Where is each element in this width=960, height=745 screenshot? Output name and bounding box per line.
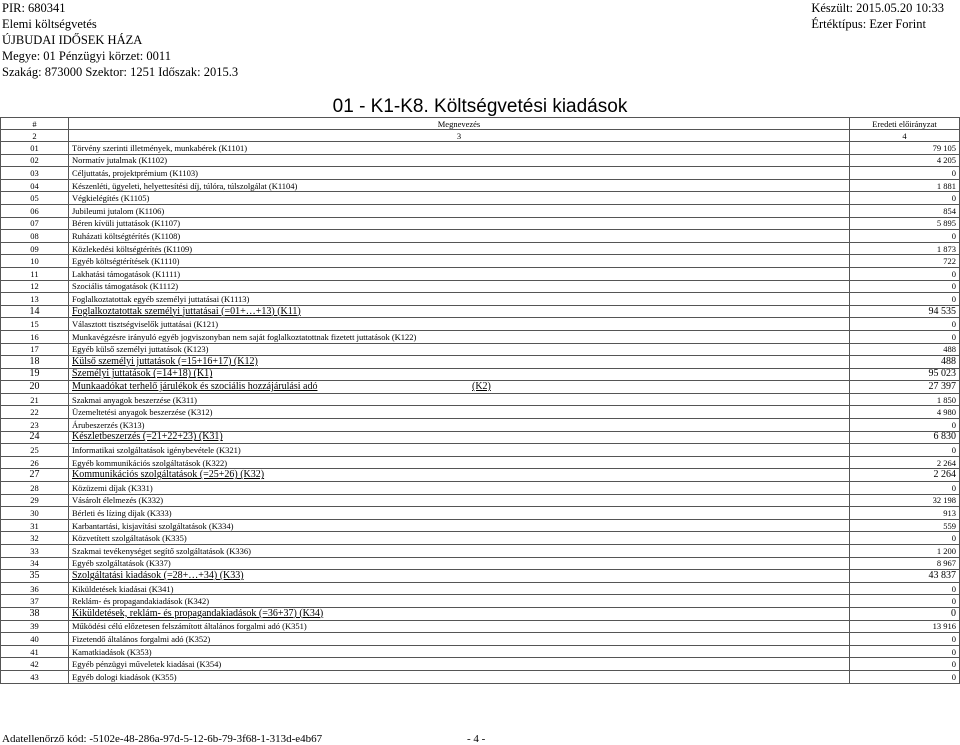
row-amount: 0 — [850, 192, 960, 205]
colnum-3: 4 — [850, 130, 960, 142]
row-name-cell — [69, 431, 850, 444]
row-number: 09 — [1, 242, 69, 255]
row-name: Vásárolt élelmezés (K332) — [72, 495, 164, 506]
row-name-cell — [69, 406, 850, 419]
row-amount: 8 967 — [850, 557, 960, 570]
row-amount: 0 — [850, 645, 960, 658]
row-amount: 0 — [850, 670, 960, 683]
table-row — [1, 142, 960, 155]
table-row — [1, 607, 960, 620]
row-name-cell — [69, 356, 850, 369]
row-name-cell — [69, 419, 850, 432]
table-header-row — [1, 118, 960, 130]
row-name-cell — [69, 545, 850, 558]
row-name: Kiküldetések, reklám- és propagandakiadások (=36+37) (K34) — [72, 607, 324, 619]
table-row — [1, 204, 960, 217]
row-name-cell — [69, 670, 850, 683]
doc-type: Elemi költségvetés — [2, 17, 97, 31]
row-amount: 0 — [850, 167, 960, 180]
row-name: Bérleti és lízing díjak (K333) — [72, 508, 172, 519]
row-name: Kiküldetések kiadásai (K341) — [72, 583, 174, 594]
row-name-cell — [69, 242, 850, 255]
row-number: 34 — [1, 557, 69, 570]
row-number: 07 — [1, 217, 69, 230]
row-amount: 488 — [850, 356, 960, 369]
row-amount: 43 837 — [850, 570, 960, 583]
row-name-cell — [69, 368, 850, 381]
row-amount: 559 — [850, 519, 960, 532]
page-number: - 4 - — [467, 733, 486, 745]
table-row — [1, 482, 960, 495]
row-amount: 0 — [850, 293, 960, 306]
row-number: 11 — [1, 267, 69, 280]
row-number: 14 — [1, 305, 69, 318]
row-name: Szakmai tevékenységet segítő szolgáltatások (K336) — [72, 545, 251, 556]
row-name-cell — [69, 494, 850, 507]
row-amount: 79 105 — [850, 142, 960, 155]
row-number: 38 — [1, 607, 69, 620]
table-row — [1, 343, 960, 356]
row-amount: 4 980 — [850, 406, 960, 419]
row-number: 30 — [1, 507, 69, 520]
row-number: 17 — [1, 343, 69, 356]
row-number: 31 — [1, 519, 69, 532]
row-number: 08 — [1, 230, 69, 243]
table-row — [1, 545, 960, 558]
row-name: Reklám- és propagandakiadások (K342) — [72, 596, 210, 607]
table-row — [1, 419, 960, 432]
table-row — [1, 393, 960, 406]
budget-table — [0, 117, 960, 684]
row-name: Informatikai szolgáltatások igénybevétele (K321) — [72, 445, 241, 456]
row-name: Kommunikációs szolgáltatások (=25+26) (K32) — [72, 469, 265, 481]
table-row — [1, 330, 960, 343]
row-amount: 0 — [850, 482, 960, 495]
row-number: 26 — [1, 456, 69, 469]
row-name: Árubeszerzés (K313) — [72, 419, 145, 430]
row-number: 40 — [1, 633, 69, 646]
row-amount: 5 895 — [850, 217, 960, 230]
row-number: 19 — [1, 368, 69, 381]
table-row — [1, 645, 960, 658]
row-number: 03 — [1, 167, 69, 180]
row-amount: 854 — [850, 204, 960, 217]
row-name: Ruházati költségtérítés (K1108) — [72, 230, 181, 241]
row-number: 39 — [1, 620, 69, 633]
table-row — [1, 595, 960, 608]
row-name-cell — [69, 507, 850, 520]
table-row — [1, 305, 960, 318]
row-name-cell — [69, 557, 850, 570]
table-row — [1, 582, 960, 595]
row-name-cell — [69, 154, 850, 167]
institution-name: ÚJBUDAI IDŐSEK HÁZA — [2, 33, 143, 47]
row-name-cell — [69, 620, 850, 633]
row-name: Végkielégítés (K1105) — [72, 193, 150, 204]
row-name-cell — [69, 633, 850, 646]
row-name-cell — [69, 519, 850, 532]
row-name-cell — [69, 280, 850, 293]
row-name-cell — [69, 595, 850, 608]
row-number: 12 — [1, 280, 69, 293]
row-number: 18 — [1, 356, 69, 369]
row-name: Munkavégzésre irányuló egyéb jogviszonyban nem saját foglalkoztatottnak fizetett juttatások (K122) — [72, 331, 417, 342]
row-amount: 1 200 — [850, 545, 960, 558]
table-row — [1, 658, 960, 671]
row-number: 02 — [1, 154, 69, 167]
row-name-cell — [69, 204, 850, 217]
row-amount: 95 023 — [850, 368, 960, 381]
table-row — [1, 167, 960, 180]
row-amount: 0 — [850, 444, 960, 457]
row-name: Normatív jutalmak (K1102) — [72, 155, 168, 166]
row-name: Szociális támogatások (K1112) — [72, 281, 179, 292]
row-number: 10 — [1, 255, 69, 268]
row-amount: 94 535 — [850, 305, 960, 318]
table-row — [1, 293, 960, 306]
row-name-cell — [69, 255, 850, 268]
row-name-cell — [69, 393, 850, 406]
row-amount: 0 — [850, 532, 960, 545]
table-row — [1, 570, 960, 583]
pir-line: PIR: 680341 — [2, 1, 66, 15]
row-name: Közlekedési költségtérítés (K1109) — [72, 243, 193, 254]
row-name-cell — [69, 645, 850, 658]
table-row — [1, 469, 960, 482]
row-name: Szakmai anyagok beszerzése (K311) — [72, 394, 198, 405]
row-name-cell — [69, 482, 850, 495]
row-name: Működési célú előzetesen felszámított általános forgalmi adó (K351) — [72, 621, 307, 632]
row-name: Készletbeszerzés (=21+22+23) (K31) — [72, 431, 223, 443]
header-right — [811, 0, 944, 32]
created-date: Készült: 2015.05.20 10:33 — [811, 1, 944, 15]
row-amount: 0 — [850, 280, 960, 293]
sector-line: Szakág: 873000 Szektor: 1251 Időszak: 2015.3 — [2, 65, 239, 79]
header-left — [2, 0, 238, 80]
row-name-cell — [69, 267, 850, 280]
table-row — [1, 280, 960, 293]
row-name-cell — [69, 330, 850, 343]
col-header-amount: Eredeti előirányzat — [850, 118, 960, 130]
row-number: 43 — [1, 670, 69, 683]
row-name-cell — [69, 192, 850, 205]
row-name-cell — [69, 570, 850, 583]
county-line: Megye: 01 Pénzügyi körzet: 0011 — [2, 49, 171, 63]
row-name: Béren kívüli juttatások (K1107) — [72, 218, 181, 229]
colnum-1: 2 — [1, 130, 69, 142]
table-row — [1, 242, 960, 255]
row-amount: 0 — [850, 658, 960, 671]
table-row — [1, 381, 960, 394]
row-name: Egyéb dologi kiadások (K355) — [72, 671, 177, 682]
row-number: 36 — [1, 582, 69, 595]
row-amount: 6 830 — [850, 431, 960, 444]
row-name: Szolgáltatási kiadások (=28+…+34) (K33) — [72, 569, 244, 581]
row-name: Közvetített szolgáltatások (K335) — [72, 533, 187, 544]
row-amount: 1 850 — [850, 393, 960, 406]
row-amount: 27 397 — [850, 381, 960, 394]
row-name: Közüzemi díjak (K331) — [72, 482, 153, 493]
row-amount: 722 — [850, 255, 960, 268]
row-name: Személyi juttatások (=14+18) (K1) — [72, 368, 213, 380]
row-amount: 0 — [850, 318, 960, 331]
row-name: Kamatkiadások (K353) — [72, 646, 152, 657]
row-amount: 1 881 — [850, 179, 960, 192]
table-row — [1, 519, 960, 532]
table-row — [1, 230, 960, 243]
table-row — [1, 557, 960, 570]
table-row — [1, 255, 960, 268]
table-row — [1, 620, 960, 633]
row-amount: 0 — [850, 595, 960, 608]
row-number: 01 — [1, 142, 69, 155]
col-header-name: Megnevezés — [69, 118, 850, 130]
row-name: Foglalkoztatottak személyi juttatásai (=01+…+13) (K11) — [72, 305, 301, 317]
row-amount: 0 — [850, 582, 960, 595]
row-name: Készenléti, ügyeleti, helyettesítési díj, túlóra, túlszolgálat (K1104) — [72, 180, 298, 191]
row-number: 24 — [1, 431, 69, 444]
row-name: Egyéb külső személyi juttatások (K123) — [72, 344, 209, 355]
table-body — [1, 142, 960, 684]
row-number: 32 — [1, 532, 69, 545]
row-code-extra: (K2) — [472, 381, 491, 393]
row-number: 37 — [1, 595, 69, 608]
row-amount: 0 — [850, 330, 960, 343]
table-row — [1, 456, 960, 469]
row-number: 35 — [1, 570, 69, 583]
row-amount: 0 — [850, 607, 960, 620]
row-number: 06 — [1, 204, 69, 217]
row-number: 04 — [1, 179, 69, 192]
row-number: 21 — [1, 393, 69, 406]
row-number: 42 — [1, 658, 69, 671]
row-number: 28 — [1, 482, 69, 495]
row-number: 33 — [1, 545, 69, 558]
table-row — [1, 633, 960, 646]
row-number: 23 — [1, 419, 69, 432]
row-name: Céljuttatás, projektprémium (K1103) — [72, 167, 198, 178]
row-amount: 0 — [850, 419, 960, 432]
table-row — [1, 368, 960, 381]
row-name: Üzemeltetési anyagok beszerzése (K312) — [72, 407, 213, 418]
row-name: Egyéb pénzügyi műveletek kiadásai (K354) — [72, 659, 222, 670]
row-name-cell — [69, 179, 850, 192]
row-name: Külső személyi juttatások (=15+16+17) (K12) — [72, 355, 258, 367]
table-row — [1, 532, 960, 545]
validation-code: Adatellenőrző kód: -5102e-48-286a-97d-5-12-6b-79-3f68-1-313d-e4b67 — [2, 733, 323, 745]
row-name-cell — [69, 532, 850, 545]
row-amount: 32 198 — [850, 494, 960, 507]
row-amount: 0 — [850, 633, 960, 646]
table-row — [1, 356, 960, 369]
table-row — [1, 670, 960, 683]
table-row — [1, 494, 960, 507]
table-row — [1, 154, 960, 167]
value-type: Értéktípus: Ezer Forint — [811, 17, 926, 31]
row-number: 13 — [1, 293, 69, 306]
row-name: Egyéb kommunikációs szolgáltatások (K322) — [72, 457, 228, 468]
row-name-cell — [69, 305, 850, 318]
row-number: 16 — [1, 330, 69, 343]
row-number: 20 — [1, 381, 69, 394]
row-number: 22 — [1, 406, 69, 419]
table-row — [1, 406, 960, 419]
row-name: Munkaadókat terhelő járulékok és szociális hozzájárulási adó — [72, 381, 318, 393]
table-row — [1, 431, 960, 444]
row-amount: 2 264 — [850, 456, 960, 469]
row-amount: 0 — [850, 230, 960, 243]
row-name-cell — [69, 293, 850, 306]
row-name: Választott tisztségviselők juttatásai (K121) — [72, 319, 219, 330]
col-header-hash: # — [1, 118, 69, 130]
table-row — [1, 179, 960, 192]
row-name-cell — [69, 217, 850, 230]
row-name-cell — [69, 582, 850, 595]
row-amount: 1 873 — [850, 242, 960, 255]
row-name-cell — [69, 142, 850, 155]
row-name-cell — [69, 658, 850, 671]
row-name-cell — [69, 230, 850, 243]
row-name: Törvény szerinti illetmények, munkabérek (K1101) — [72, 142, 248, 153]
row-name-cell — [69, 343, 850, 356]
row-amount: 2 264 — [850, 469, 960, 482]
row-amount: 0 — [850, 267, 960, 280]
row-name-cell — [69, 167, 850, 180]
colnum-2: 3 — [69, 130, 850, 142]
table-row — [1, 444, 960, 457]
table-row — [1, 192, 960, 205]
page-title: 01 - K1-K8. Költségvetési kiadások — [332, 96, 628, 117]
row-name-cell — [69, 318, 850, 331]
row-amount: 913 — [850, 507, 960, 520]
row-name-cell — [69, 456, 850, 469]
row-name: Egyéb költségtérítések (K1110) — [72, 256, 180, 267]
row-number: 15 — [1, 318, 69, 331]
row-name: Jubileumi jutalom (K1106) — [72, 205, 165, 216]
row-name-cell — [69, 469, 850, 482]
table-row — [1, 217, 960, 230]
row-name: Lakhatási támogatások (K1111) — [72, 268, 181, 279]
row-name: Foglalkoztatottak egyéb személyi juttatásai (K1113) — [72, 293, 250, 304]
row-amount: 4 205 — [850, 154, 960, 167]
row-name-cell — [69, 381, 850, 394]
row-number: 05 — [1, 192, 69, 205]
row-number: 41 — [1, 645, 69, 658]
row-name: Egyéb szolgáltatások (K337) — [72, 558, 171, 569]
table-row — [1, 507, 960, 520]
row-name-cell — [69, 607, 850, 620]
table-row — [1, 267, 960, 280]
row-amount: 488 — [850, 343, 960, 356]
row-amount: 13 916 — [850, 620, 960, 633]
row-number: 29 — [1, 494, 69, 507]
row-name: Fizetendő általános forgalmi adó (K352) — [72, 633, 211, 644]
row-number: 25 — [1, 444, 69, 457]
table-colnum-row — [1, 130, 960, 142]
row-number: 27 — [1, 469, 69, 482]
table-row — [1, 318, 960, 331]
row-name: Karbantartási, kisjavítási szolgáltatások (K334) — [72, 520, 234, 531]
row-name-cell — [69, 444, 850, 457]
